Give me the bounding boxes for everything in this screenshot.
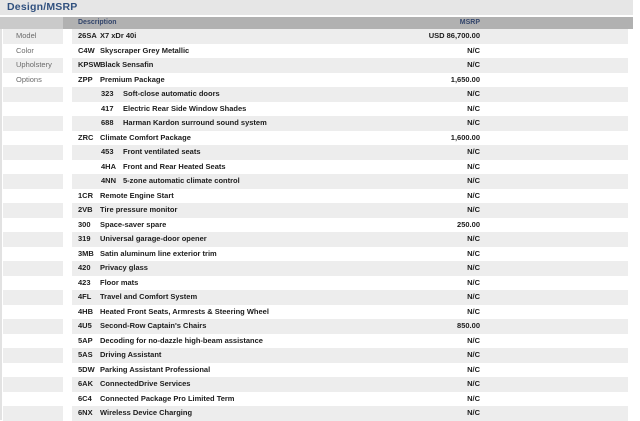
column-header-description: Description bbox=[78, 19, 117, 26]
row-main-cell bbox=[72, 44, 628, 59]
table-row bbox=[0, 348, 640, 363]
row-category-label bbox=[3, 145, 63, 160]
option-msrp: N/C bbox=[467, 306, 480, 316]
row-category-label bbox=[3, 232, 63, 247]
option-msrp: 250.00 bbox=[457, 219, 480, 229]
row-category-label bbox=[3, 319, 63, 334]
option-msrp: N/C bbox=[467, 277, 480, 287]
option-msrp: N/C bbox=[467, 161, 480, 171]
option-code: 300 bbox=[78, 219, 91, 229]
option-msrp: N/C bbox=[467, 379, 480, 388]
table-row bbox=[0, 363, 640, 378]
option-msrp: N/C bbox=[467, 263, 480, 272]
row-category-label bbox=[3, 377, 63, 392]
option-msrp: N/C bbox=[467, 60, 480, 69]
table-row bbox=[0, 247, 640, 262]
row-main-cell bbox=[72, 363, 628, 378]
option-code: 6C4 bbox=[78, 393, 92, 403]
option-description: Privacy glass bbox=[100, 263, 148, 272]
option-code: 420 bbox=[78, 263, 91, 272]
row-main-cell bbox=[72, 406, 628, 421]
option-code: 453 bbox=[101, 147, 114, 156]
row-category-label: Model bbox=[3, 29, 63, 44]
row-main-cell bbox=[72, 189, 628, 204]
row-main-cell bbox=[72, 276, 628, 291]
table-row bbox=[0, 290, 640, 305]
row-main-cell bbox=[72, 334, 628, 349]
option-msrp: N/C bbox=[467, 205, 480, 214]
table-row bbox=[0, 131, 640, 146]
option-description: Front and Rear Heated Seats bbox=[123, 161, 226, 171]
row-category-label bbox=[3, 363, 63, 378]
option-msrp: N/C bbox=[467, 190, 480, 200]
row-main-cell bbox=[72, 145, 628, 160]
option-code: 26SA bbox=[78, 31, 97, 40]
row-main-cell bbox=[72, 102, 628, 117]
option-description: Driving Assistant bbox=[100, 350, 162, 359]
table-row bbox=[0, 334, 640, 349]
row-main-cell bbox=[72, 116, 628, 131]
option-msrp: 850.00 bbox=[457, 321, 480, 330]
option-msrp: N/C bbox=[467, 292, 480, 301]
option-code: 688 bbox=[101, 118, 114, 127]
option-description: Second-Row Captain's Chairs bbox=[100, 321, 207, 330]
row-main-cell bbox=[72, 29, 628, 44]
table-row bbox=[0, 87, 640, 102]
option-description: Harman Kardon surround sound system bbox=[123, 118, 267, 127]
option-code: 2VB bbox=[78, 205, 93, 214]
table-row bbox=[0, 406, 640, 421]
option-code: 319 bbox=[78, 234, 91, 243]
row-category-label bbox=[3, 131, 63, 146]
table-row bbox=[0, 218, 640, 233]
option-code: 6AK bbox=[78, 379, 94, 388]
row-category-label: Upholstery bbox=[3, 58, 63, 73]
option-code: 323 bbox=[101, 89, 114, 98]
row-main-cell bbox=[72, 87, 628, 102]
option-description: Heated Front Seats, Armrests & Steering Wheel bbox=[100, 306, 269, 316]
row-main-cell bbox=[72, 392, 628, 407]
option-description: Remote Engine Start bbox=[100, 190, 174, 200]
row-category-label bbox=[3, 116, 63, 131]
row-main-cell bbox=[72, 290, 628, 305]
table-row bbox=[0, 160, 640, 175]
table-row bbox=[0, 261, 640, 276]
row-main-cell bbox=[72, 73, 628, 88]
row-main-cell bbox=[72, 203, 628, 218]
row-main-cell bbox=[72, 305, 628, 320]
option-msrp: N/C bbox=[467, 234, 480, 243]
table-row bbox=[0, 145, 640, 160]
row-category-label bbox=[3, 189, 63, 204]
option-code: ZPP bbox=[78, 74, 93, 84]
table-row bbox=[0, 377, 640, 392]
left-edge-strip bbox=[0, 29, 2, 420]
table-row bbox=[0, 44, 640, 59]
row-category-label bbox=[3, 392, 63, 407]
table-row bbox=[0, 29, 640, 44]
option-description: X7 xDr 40i bbox=[100, 31, 137, 40]
page-title: Design/MSRP bbox=[7, 1, 78, 13]
row-category-label bbox=[3, 160, 63, 175]
table-row bbox=[0, 392, 640, 407]
row-category-label: Color bbox=[16, 45, 34, 55]
option-description: Wireless Device Charging bbox=[100, 408, 193, 417]
option-description: Travel and Comfort System bbox=[100, 292, 198, 301]
table-row bbox=[0, 116, 640, 131]
row-main-cell bbox=[72, 131, 628, 146]
row-category-label: Options bbox=[16, 74, 42, 84]
option-msrp: N/C bbox=[467, 364, 480, 374]
option-description: Climate Comfort Package bbox=[100, 132, 191, 142]
option-code: 5DW bbox=[78, 364, 95, 374]
option-description: Parking Assistant Professional bbox=[100, 364, 211, 374]
option-description: Front ventilated seats bbox=[123, 147, 201, 156]
row-main-cell bbox=[72, 247, 628, 262]
option-msrp: N/C bbox=[467, 350, 480, 359]
option-code: 5AP bbox=[78, 335, 93, 345]
table-row bbox=[0, 305, 640, 320]
option-code: 5AS bbox=[78, 350, 93, 359]
row-category-label bbox=[3, 218, 63, 233]
option-code: ZRC bbox=[78, 132, 94, 142]
row-main-cell bbox=[72, 174, 628, 189]
option-description: Universal garage-door opener bbox=[100, 234, 207, 243]
option-msrp: 1,650.00 bbox=[450, 74, 480, 84]
table-row bbox=[0, 174, 640, 189]
header-main-column bbox=[63, 17, 633, 29]
row-category-label bbox=[3, 348, 63, 363]
option-description: Space-saver spare bbox=[100, 219, 167, 229]
option-msrp: N/C bbox=[467, 45, 480, 55]
table-row bbox=[0, 189, 640, 204]
row-category-label bbox=[3, 261, 63, 276]
option-code: C4W bbox=[78, 45, 95, 55]
section-titlebar bbox=[0, 0, 633, 15]
row-main-cell bbox=[72, 58, 628, 73]
column-header-msrp: MSRP bbox=[459, 19, 480, 26]
table-row bbox=[0, 58, 640, 73]
option-description: 5-zone automatic climate control bbox=[123, 176, 240, 185]
option-description: Premium Package bbox=[100, 74, 165, 84]
option-msrp: N/C bbox=[467, 176, 480, 185]
row-main-cell bbox=[72, 160, 628, 175]
table-body bbox=[0, 29, 640, 421]
option-description: Connected Package Pro Limited Term bbox=[100, 393, 235, 403]
option-description: Floor mats bbox=[100, 277, 139, 287]
option-msrp: N/C bbox=[467, 408, 480, 417]
option-description: Tire pressure monitor bbox=[100, 205, 178, 214]
table-row bbox=[0, 319, 640, 334]
option-msrp: N/C bbox=[467, 118, 480, 127]
option-msrp: N/C bbox=[467, 248, 480, 258]
row-category-label bbox=[3, 276, 63, 291]
option-msrp: USD 86,700.00 bbox=[428, 31, 480, 40]
row-category-label bbox=[3, 305, 63, 320]
row-category-label bbox=[3, 174, 63, 189]
header-category-column bbox=[0, 17, 63, 29]
row-main-cell bbox=[72, 218, 628, 233]
row-main-cell bbox=[72, 261, 628, 276]
option-msrp: N/C bbox=[467, 147, 480, 156]
row-category-label bbox=[3, 247, 63, 262]
table-row bbox=[0, 276, 640, 291]
row-category-label bbox=[3, 203, 63, 218]
row-category-label bbox=[3, 102, 63, 117]
option-code: 423 bbox=[78, 277, 91, 287]
option-code: 1CR bbox=[78, 190, 94, 200]
row-category-label bbox=[3, 290, 63, 305]
row-main-cell bbox=[72, 232, 628, 247]
option-msrp: N/C bbox=[467, 335, 480, 345]
option-code: KPSW bbox=[78, 60, 101, 69]
option-description: Black Sensafin bbox=[100, 60, 154, 69]
option-description: Electric Rear Side Window Shades bbox=[123, 103, 247, 113]
table-row bbox=[0, 73, 640, 88]
table-row bbox=[0, 102, 640, 117]
table-header-row bbox=[0, 17, 633, 29]
option-code: 6NX bbox=[78, 408, 93, 417]
row-main-cell bbox=[72, 348, 628, 363]
option-description: ConnectedDrive Services bbox=[100, 379, 191, 388]
option-description: Decoding for no-dazzle high-beam assistance bbox=[100, 335, 263, 345]
option-code: 4HA bbox=[101, 161, 117, 171]
option-msrp: N/C bbox=[467, 393, 480, 403]
option-code: 3MB bbox=[78, 248, 94, 258]
row-category-label bbox=[3, 334, 63, 349]
option-code: 4U5 bbox=[78, 321, 92, 330]
table-row bbox=[0, 203, 640, 218]
row-main-cell bbox=[72, 319, 628, 334]
option-code: 4FL bbox=[78, 292, 92, 301]
option-msrp: N/C bbox=[467, 103, 480, 113]
option-description: Soft-close automatic doors bbox=[123, 89, 220, 98]
row-category-label bbox=[3, 87, 63, 102]
option-code: 417 bbox=[101, 103, 114, 113]
row-category-label bbox=[3, 406, 63, 421]
option-msrp: N/C bbox=[467, 89, 480, 98]
row-main-cell bbox=[72, 377, 628, 392]
table-row bbox=[0, 232, 640, 247]
option-code: 4NN bbox=[101, 176, 117, 185]
option-msrp: 1,600.00 bbox=[450, 132, 480, 142]
option-description: Satin aluminum line exterior trim bbox=[100, 248, 217, 258]
option-description: Skyscraper Grey Metallic bbox=[100, 45, 190, 55]
option-code: 4HB bbox=[78, 306, 94, 316]
